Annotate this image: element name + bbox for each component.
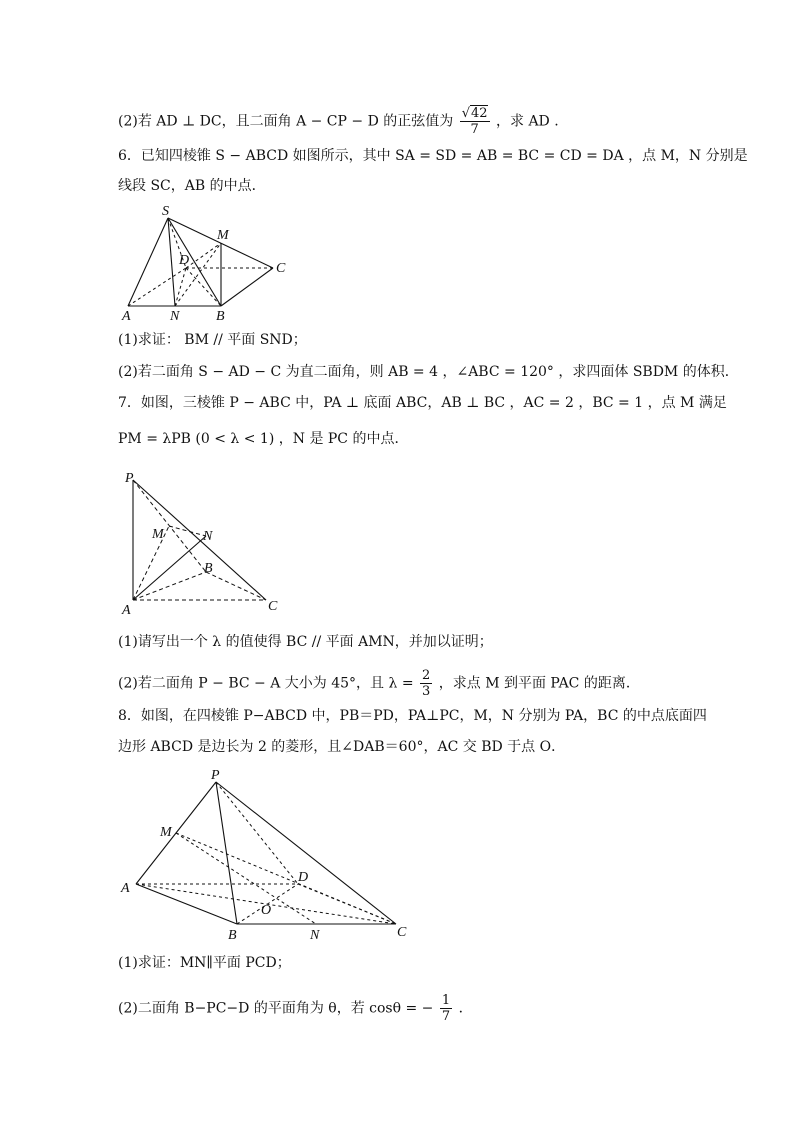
q7-figure [118,462,288,617]
q8-frac-num: 1 [441,993,451,1008]
q7-part1: (1)请写出一个 λ 的值使得 BC // 平面 AMN，并加以证明； [118,634,493,650]
edge-AB [136,884,237,924]
q7-fraction [420,668,432,699]
q8-part2-text-a: (2)二面角 B−PC−D 的平面角为 θ，若 cosθ = − [118,1000,434,1017]
q5-frac-den: 7 [470,122,479,137]
q7-frac-num: 2 [422,668,431,683]
q7-line1: 7．如图，三棱锥 P − ABC 中，PA ⊥ 底面 ABC，AB ⊥ BC ，AC = 2 ，BC = 1 ，点 M 满足 [118,395,727,411]
label-M: M [152,527,164,542]
label-D: D [298,870,309,885]
label-B: B [216,309,225,324]
edge-BC [206,572,266,600]
label-S: S [162,204,169,219]
edge-AB [133,572,206,600]
q6-part2: (2)若二面角 S − AD − C 为直二面角，则 AB = 4 ，∠ABC = 120° ，求四面体 SBDM 的体积． [118,364,739,380]
edge-PB [216,782,237,924]
label-A: A [122,603,131,617]
q6-part1: (1)求证： BM // 平面 SND； [118,332,307,348]
q6-line2: 线段 SC，AB 的中点． [118,178,266,194]
label-M: M [217,228,229,243]
q8-line2: 边形 ABCD 是边长为 2 的菱形，且∠DAB＝60°，AC 交 BD 于点 O． [118,739,566,755]
q5-part2-text-a: (2)若 AD ⊥ DC，且二面角 A − CP − D 的正弦值为 [118,113,454,130]
label-B: B [204,561,213,576]
q5-part2 [118,106,559,137]
q6-figure [118,200,308,325]
q7-part2 [118,668,640,699]
q7-part2-text-a: (2)若二面角 P − BC − A 大小为 45°，且 λ = [118,675,414,692]
label-C: C [276,261,286,276]
label-O: O [261,903,272,918]
label-C: C [397,925,407,940]
q5-fraction: $\frac{√42}{7}$ [461,106,488,137]
edge-MN [176,833,316,924]
q6-line1: 6．已知四棱锥 S − ABCD 如图所示，其中 SA = SD = AB = BC = CD = DA ，点 M，N 分别是 [118,148,748,164]
q7-frac-den: 3 [422,684,431,699]
q8-part1: (1)求证：MN∥平面 PCD； [118,955,291,971]
label-P: P [211,768,220,783]
q8-figure [118,762,418,947]
q5-frac-num: 42 [471,106,488,121]
q7-part2-text-b: ，求点 M 到平面 PAC 的距离． [438,675,640,692]
label-B: B [228,928,237,943]
edge-DM [186,243,221,268]
edge-SN [168,218,175,306]
q5-part2-text-b: ，求 AD . [496,113,559,130]
label-D: D [179,253,190,268]
label-C: C [268,599,278,614]
edge-SA [128,218,168,306]
edge-MN [169,526,206,536]
q8-part2 [118,993,473,1024]
edge-PC [216,782,396,924]
label-N: N [203,529,213,544]
q8-part2-text-b: ． [458,1000,473,1017]
edge-ND [175,268,186,306]
q8-frac-den: 7 [441,1009,451,1024]
label-A: A [121,881,130,896]
q8-fraction [440,993,452,1024]
label-N: N [310,928,320,943]
label-M: M [160,825,172,840]
label-N: N [170,309,180,324]
q8-line1: 8．如图，在四棱锥 P−ABCD 中，PB＝PD，PA⊥PC，M，N 分别为 PA，BC 的中点底面四 [118,708,707,724]
edge-MC [176,833,396,924]
q7-line2: PM = λPB (0 < λ < 1) ，N 是 PC 的中点． [118,431,409,447]
label-P: P [125,471,134,486]
edge-AN [133,536,206,600]
edge-BC [221,268,273,306]
label-A: A [122,309,131,324]
edge-DB [186,268,221,306]
